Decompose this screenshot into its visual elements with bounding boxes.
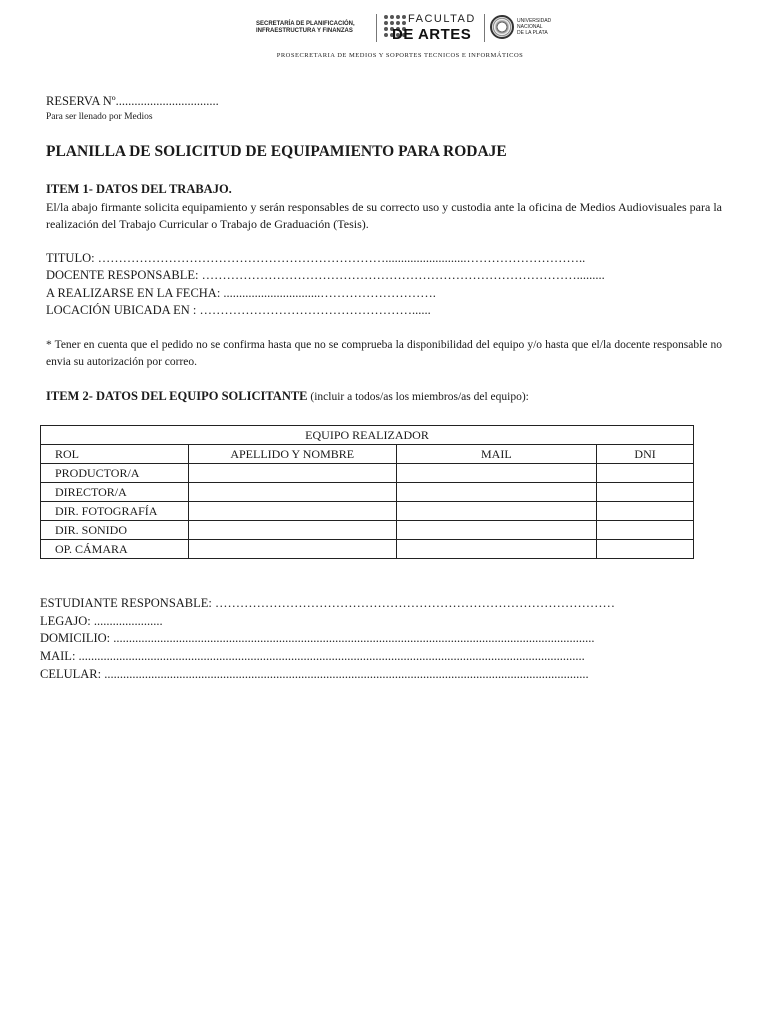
unlp-line-3: DE LA PLATA [517, 30, 548, 36]
reserva-field: RESERVA Nº................................. [46, 94, 219, 108]
cell-dni[interactable] [597, 483, 694, 502]
table-row [41, 521, 694, 540]
cell-nombre[interactable] [188, 502, 396, 521]
estudiante-field: ESTUDIANTE RESPONSABLE: …………………………………………………………………………………… [40, 596, 616, 610]
reserva-note: Para ser llenado por Medios [46, 112, 153, 122]
equipo-table [40, 425, 694, 559]
titulo-field: TITULO: ……………………………………………………………..........................……………………….. [46, 251, 586, 265]
secretaria-line-2: INFRAESTRUCTURA Y FINANZAS [256, 28, 353, 34]
docente-field: DOCENTE RESPONSABLE: ………………………………………………………………………………......... [46, 268, 605, 282]
item2-heading-note: (incluir a todos/as los miembros/as del equipo): [307, 391, 529, 403]
row-role-sonido: DIR. SONIDO [41, 521, 189, 540]
table-caption: EQUIPO REALIZADOR [41, 426, 694, 445]
cell-nombre[interactable] [188, 483, 396, 502]
item1-paragraph: El/la abajo firmante solicita equipamiento y serán responsables de su correcto uso y custodia ante la oficina de Medios Audiovisuales para la realización del Trabajo Curricular o Trabajo de Graduación (Tesis). [46, 200, 722, 231]
facultad-label: FACULTAD [408, 13, 476, 25]
cell-mail[interactable] [396, 521, 597, 540]
cell-dni[interactable] [597, 540, 694, 559]
unlp-logo-text [517, 18, 551, 36]
cell-mail[interactable] [396, 483, 597, 502]
table-row [41, 483, 694, 502]
row-role-fotografia: DIR. FOTOGRAFÍA [41, 502, 189, 521]
subheader: PROSECRETARIA DE MEDIOS Y SOPORTES TECNICOS E INFORMÁTICOS [276, 52, 524, 59]
fecha-field: A REALIZARSE EN LA FECHA: ...............................………………………. [46, 286, 436, 300]
unlp-line-2: NACIONAL [517, 24, 543, 30]
cell-nombre[interactable] [188, 464, 396, 483]
cell-dni[interactable] [597, 502, 694, 521]
legajo-field: LEGAJO: ...................... [40, 614, 163, 628]
col-header-mail: MAIL [396, 445, 597, 464]
table-header-row [41, 445, 694, 464]
row-role-productor: PRODUCTOR/A [41, 464, 189, 483]
secretaria-logo-text [256, 21, 355, 35]
secretaria-line-1: SECRETARÍA DE PLANIFICACIÓN, [256, 21, 355, 27]
col-header-dni: DNI [597, 445, 694, 464]
de-artes-label: DE ARTES [392, 26, 472, 43]
domicilio-field: DOMICILIO: .......................................................................................................................................................... [40, 631, 595, 645]
unlp-seal-icon [490, 15, 514, 39]
cell-nombre[interactable] [188, 540, 396, 559]
celular-field: CELULAR: ........................................................................................................................................................... [40, 667, 589, 681]
col-header-rol: ROL [41, 445, 189, 464]
cell-dni[interactable] [597, 464, 694, 483]
row-role-camara: OP. CÁMARA [41, 540, 189, 559]
cell-mail[interactable] [396, 540, 597, 559]
form-title: PLANILLA DE SOLICITUD DE EQUIPAMIENTO PARA RODAJE [46, 143, 507, 160]
cell-nombre[interactable] [188, 521, 396, 540]
item2-heading: ITEM 2- DATOS DEL EQUIPO SOLICITANTE [46, 389, 308, 403]
table-row [41, 464, 694, 483]
row-role-director: DIRECTOR/A [41, 483, 189, 502]
mail-field: MAIL: .................................................................................................................................................................. [40, 649, 585, 663]
header-divider [376, 14, 377, 42]
item1-heading: ITEM 1- DATOS DEL TRABAJO. [46, 182, 232, 196]
cell-dni[interactable] [597, 521, 694, 540]
cell-mail[interactable] [396, 502, 597, 521]
item2-heading-line [46, 389, 529, 404]
table-row [41, 502, 694, 521]
cell-mail[interactable] [396, 464, 597, 483]
table-row [41, 540, 694, 559]
header-divider-2 [484, 14, 485, 42]
locacion-field: LOCACIÓN UBICADA EN : ……………………………………………...... [46, 303, 431, 317]
item1-note: * Tener en cuenta que el pedido no se confirma hasta que no se comprueba la disponibilidad del equipo y/o hasta que el/la docente responsable no envia su autorización por correo. [46, 339, 722, 368]
col-header-nombre: APELLIDO Y NOMBRE [188, 445, 396, 464]
unlp-line-1: UNIVERSIDAD [517, 18, 552, 24]
